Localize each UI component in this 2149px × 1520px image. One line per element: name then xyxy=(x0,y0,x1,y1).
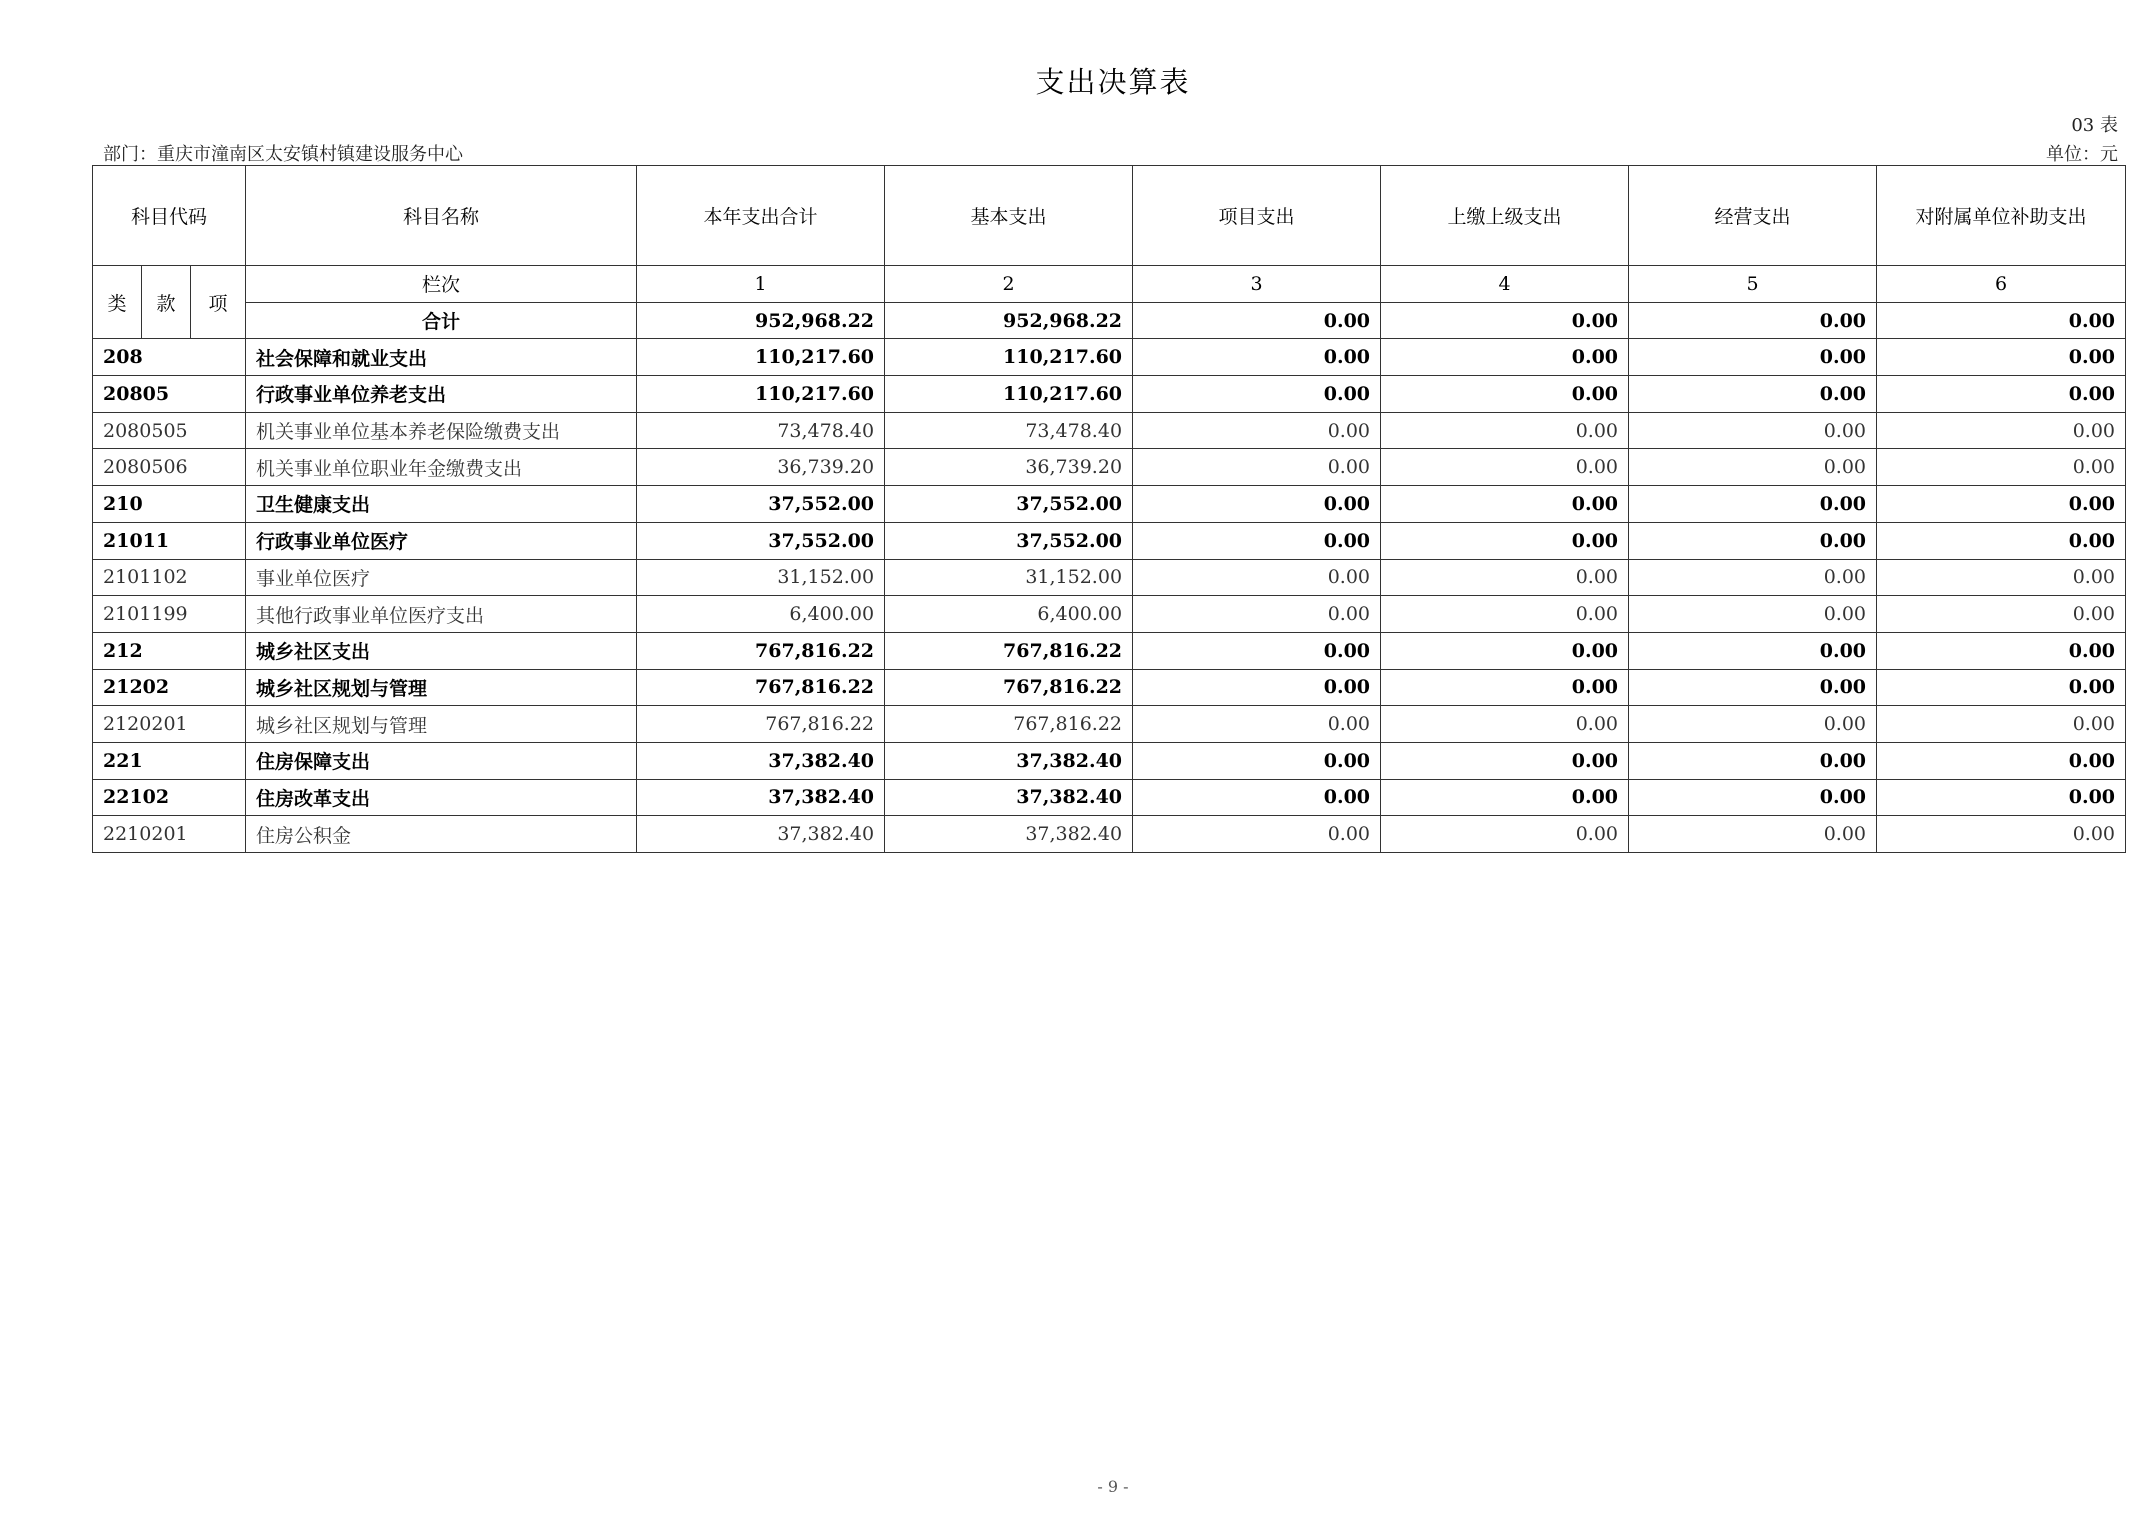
table-row xyxy=(93,596,2126,633)
row-code: 2101102 xyxy=(93,559,246,596)
row-name: 住房保障支出 xyxy=(246,742,637,779)
row-value: 0.00 xyxy=(1381,449,1629,486)
row-value: 0.00 xyxy=(1877,449,2126,486)
row-code: 2080506 xyxy=(93,449,246,486)
row-value: 0.00 xyxy=(1629,486,1877,523)
row-name: 事业单位医疗 xyxy=(246,559,637,596)
row-value: 0.00 xyxy=(1133,376,1381,413)
row-value: 0.00 xyxy=(1877,412,2126,449)
row-value: 37,552.00 xyxy=(637,522,885,559)
row-value: 0.00 xyxy=(1381,742,1629,779)
row-value: 0.00 xyxy=(1877,376,2126,413)
table-row xyxy=(93,779,2126,816)
row-name: 城乡社区支出 xyxy=(246,632,637,669)
row-value: 0.00 xyxy=(1877,779,2126,816)
subheader-col6: 6 xyxy=(1877,266,2126,303)
row-value: 0.00 xyxy=(1877,559,2126,596)
row-value: 0.00 xyxy=(1133,559,1381,596)
row-value: 0.00 xyxy=(1133,816,1381,853)
row-value: 0.00 xyxy=(1133,596,1381,633)
row-value: 0.00 xyxy=(1133,779,1381,816)
subheader-kuan: 款 xyxy=(142,266,191,339)
row-value: 767,816.22 xyxy=(637,706,885,743)
row-value: 110,217.60 xyxy=(637,376,885,413)
row-code: 221 xyxy=(93,742,246,779)
row-value: 0.00 xyxy=(1629,449,1877,486)
table-row xyxy=(93,449,2126,486)
row-value: 37,552.00 xyxy=(885,522,1133,559)
table-row xyxy=(93,632,2126,669)
row-value: 767,816.22 xyxy=(637,669,885,706)
header-business: 经营支出 xyxy=(1629,166,1877,266)
total-value: 0.00 xyxy=(1381,302,1629,339)
row-value: 110,217.60 xyxy=(885,339,1133,376)
row-value: 0.00 xyxy=(1877,596,2126,633)
total-value: 952,968.22 xyxy=(637,302,885,339)
row-code: 212 xyxy=(93,632,246,669)
row-code: 2101199 xyxy=(93,596,246,633)
row-name: 其他行政事业单位医疗支出 xyxy=(246,596,637,633)
row-value: 6,400.00 xyxy=(885,596,1133,633)
total-label: 合计 xyxy=(246,302,637,339)
table-row xyxy=(93,412,2126,449)
row-value: 0.00 xyxy=(1629,632,1877,669)
row-value: 0.00 xyxy=(1133,522,1381,559)
row-value: 0.00 xyxy=(1629,669,1877,706)
total-value: 0.00 xyxy=(1133,302,1381,339)
table-row xyxy=(93,522,2126,559)
row-code: 210 xyxy=(93,486,246,523)
table-row xyxy=(93,339,2126,376)
table-row xyxy=(93,669,2126,706)
table-row xyxy=(93,706,2126,743)
subheader-xiang: 项 xyxy=(191,266,246,339)
row-value: 0.00 xyxy=(1381,339,1629,376)
row-name: 住房改革支出 xyxy=(246,779,637,816)
header-remit: 上缴上级支出 xyxy=(1381,166,1629,266)
subheader-col4: 4 xyxy=(1381,266,1629,303)
row-value: 0.00 xyxy=(1629,559,1877,596)
row-value: 0.00 xyxy=(1133,412,1381,449)
row-value: 0.00 xyxy=(1629,522,1877,559)
row-value: 37,382.40 xyxy=(637,742,885,779)
header-basic: 基本支出 xyxy=(885,166,1133,266)
header-subsidy: 对附属单位补助支出 xyxy=(1877,166,2126,266)
row-value: 0.00 xyxy=(1629,412,1877,449)
row-value: 0.00 xyxy=(1381,632,1629,669)
row-value: 37,382.40 xyxy=(637,816,885,853)
row-name: 行政事业单位养老支出 xyxy=(246,376,637,413)
subheader-lei: 类 xyxy=(93,266,142,339)
row-code: 208 xyxy=(93,339,246,376)
table-number: 03 表 xyxy=(2071,115,2118,136)
row-value: 31,152.00 xyxy=(637,559,885,596)
row-name: 城乡社区规划与管理 xyxy=(246,706,637,743)
row-value: 0.00 xyxy=(1381,412,1629,449)
row-name: 机关事业单位基本养老保险缴费支出 xyxy=(246,412,637,449)
row-value: 767,816.22 xyxy=(885,669,1133,706)
row-value: 0.00 xyxy=(1381,706,1629,743)
row-name: 城乡社区规划与管理 xyxy=(246,669,637,706)
row-value: 0.00 xyxy=(1133,706,1381,743)
row-value: 767,816.22 xyxy=(885,632,1133,669)
subheader-col3: 3 xyxy=(1133,266,1381,303)
row-value: 0.00 xyxy=(1133,742,1381,779)
row-value: 767,816.22 xyxy=(885,706,1133,743)
row-value: 36,739.20 xyxy=(637,449,885,486)
row-value: 0.00 xyxy=(1381,522,1629,559)
page-title: 支出决算表 xyxy=(1035,65,1191,99)
row-value: 0.00 xyxy=(1877,816,2126,853)
row-value: 0.00 xyxy=(1877,669,2126,706)
page-number: - 9 - xyxy=(1097,1477,1129,1496)
row-code: 2210201 xyxy=(93,816,246,853)
total-row xyxy=(93,302,2126,339)
row-value: 37,382.40 xyxy=(885,742,1133,779)
row-value: 0.00 xyxy=(1381,816,1629,853)
row-value: 36,739.20 xyxy=(885,449,1133,486)
row-value: 0.00 xyxy=(1877,632,2126,669)
row-value: 37,552.00 xyxy=(637,486,885,523)
row-value: 37,552.00 xyxy=(885,486,1133,523)
unit-label: 单位：元 xyxy=(2046,144,2118,165)
row-value: 110,217.60 xyxy=(637,339,885,376)
row-value: 73,478.40 xyxy=(637,412,885,449)
row-value: 37,382.40 xyxy=(885,816,1133,853)
header-code: 科目代码 xyxy=(93,166,246,266)
table-row xyxy=(93,376,2126,413)
row-name: 卫生健康支出 xyxy=(246,486,637,523)
subheader-col1: 1 xyxy=(637,266,885,303)
row-value: 0.00 xyxy=(1381,779,1629,816)
header-row xyxy=(93,166,2126,266)
row-value: 0.00 xyxy=(1629,816,1877,853)
row-name: 行政事业单位医疗 xyxy=(246,522,637,559)
row-value: 0.00 xyxy=(1629,339,1877,376)
row-value: 767,816.22 xyxy=(637,632,885,669)
row-value: 37,382.40 xyxy=(885,779,1133,816)
row-code: 22102 xyxy=(93,779,246,816)
row-value: 6,400.00 xyxy=(637,596,885,633)
row-value: 37,382.40 xyxy=(637,779,885,816)
row-value: 0.00 xyxy=(1629,779,1877,816)
header-name: 科目名称 xyxy=(246,166,637,266)
row-name: 住房公积金 xyxy=(246,816,637,853)
row-value: 0.00 xyxy=(1381,669,1629,706)
row-value: 31,152.00 xyxy=(885,559,1133,596)
department-label: 部门：重庆市潼南区太安镇村镇建设服务中心 xyxy=(103,144,463,165)
row-value: 0.00 xyxy=(1877,339,2126,376)
total-value: 0.00 xyxy=(1877,302,2126,339)
subheader-col5: 5 xyxy=(1629,266,1877,303)
row-value: 110,217.60 xyxy=(885,376,1133,413)
table-row xyxy=(93,486,2126,523)
row-value: 0.00 xyxy=(1381,486,1629,523)
header-project: 项目支出 xyxy=(1133,166,1381,266)
table-row xyxy=(93,816,2126,853)
row-value: 0.00 xyxy=(1629,742,1877,779)
expenditure-table xyxy=(92,165,2126,853)
row-value: 0.00 xyxy=(1381,376,1629,413)
row-value: 0.00 xyxy=(1133,339,1381,376)
row-code: 21202 xyxy=(93,669,246,706)
row-value: 0.00 xyxy=(1381,559,1629,596)
row-value: 0.00 xyxy=(1877,742,2126,779)
row-code: 20805 xyxy=(93,376,246,413)
table-row xyxy=(93,742,2126,779)
row-value: 0.00 xyxy=(1133,632,1381,669)
total-value: 0.00 xyxy=(1629,302,1877,339)
row-value: 0.00 xyxy=(1877,522,2126,559)
row-value: 73,478.40 xyxy=(885,412,1133,449)
row-value: 0.00 xyxy=(1381,596,1629,633)
row-code: 21011 xyxy=(93,522,246,559)
row-value: 0.00 xyxy=(1629,596,1877,633)
row-value: 0.00 xyxy=(1877,486,2126,523)
column-index-row xyxy=(93,266,2126,303)
row-value: 0.00 xyxy=(1629,376,1877,413)
row-value: 0.00 xyxy=(1133,486,1381,523)
subheader-col2: 2 xyxy=(885,266,1133,303)
subheader-lanci: 栏次 xyxy=(246,266,637,303)
header-total: 本年支出合计 xyxy=(637,166,885,266)
row-name: 社会保障和就业支出 xyxy=(246,339,637,376)
row-code: 2080505 xyxy=(93,412,246,449)
row-code: 2120201 xyxy=(93,706,246,743)
row-value: 0.00 xyxy=(1133,669,1381,706)
total-value: 952,968.22 xyxy=(885,302,1133,339)
row-name: 机关事业单位职业年金缴费支出 xyxy=(246,449,637,486)
row-value: 0.00 xyxy=(1133,449,1381,486)
row-value: 0.00 xyxy=(1877,706,2126,743)
row-value: 0.00 xyxy=(1629,706,1877,743)
table-row xyxy=(93,559,2126,596)
